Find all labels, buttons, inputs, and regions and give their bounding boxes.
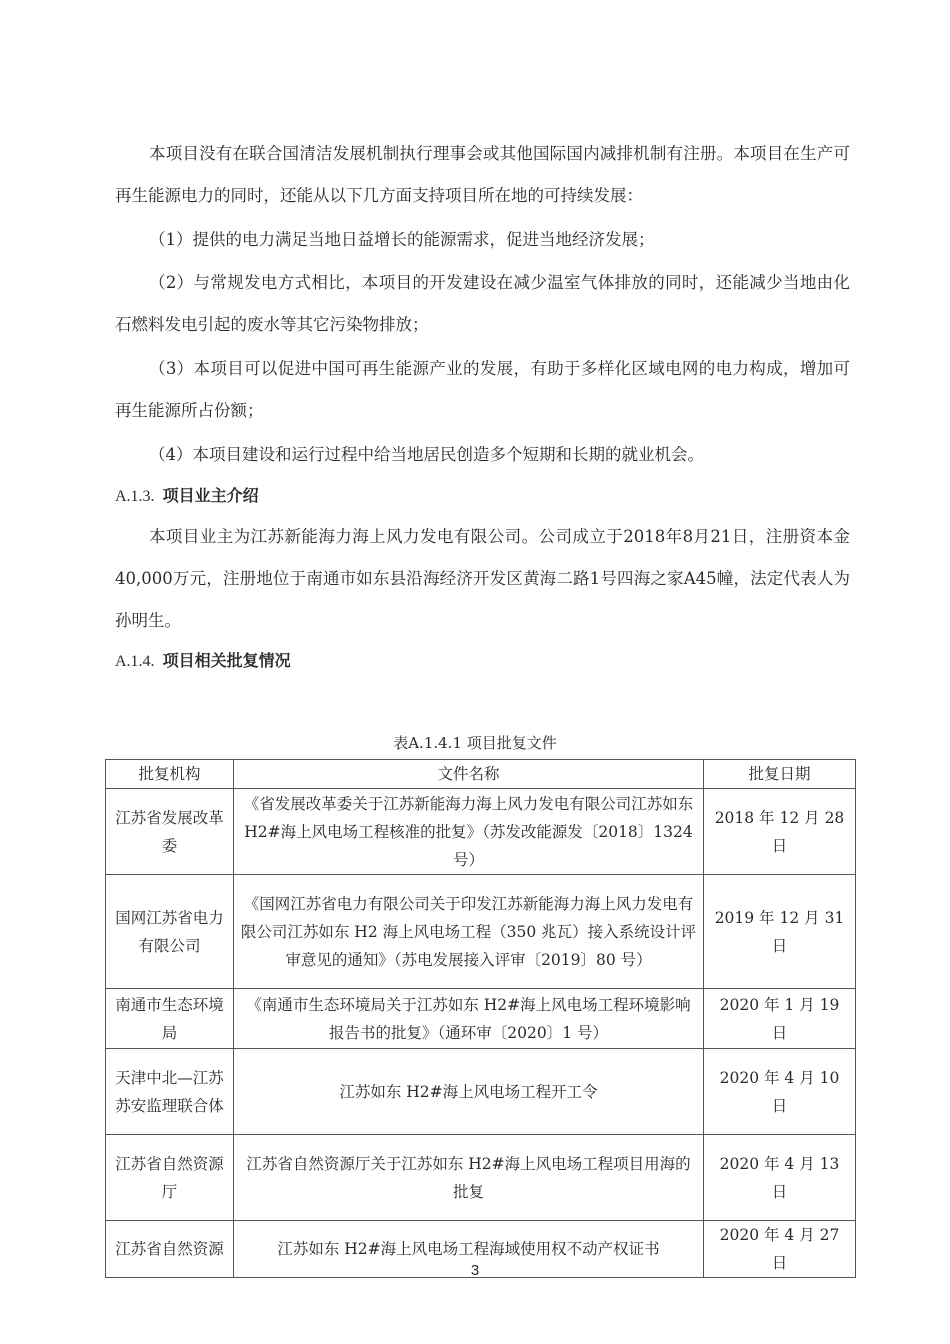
page-number: 3	[470, 1262, 480, 1279]
cell-document: 江苏如东 H2#海上风电场工程海域使用权不动产权证书	[234, 1221, 704, 1278]
table-row	[106, 1135, 856, 1221]
header-organization: 批复机构	[106, 760, 234, 789]
table-row	[106, 875, 856, 989]
paragraph-item-4: （4）本项目建设和运行过程中给当地居民创造多个短期和长期的就业机会。	[149, 445, 704, 464]
heading-a114-title: 项目相关批复情况	[162, 651, 291, 670]
header-document-name: 文件名称	[234, 760, 704, 789]
heading-a113-number: A.1.3.	[115, 488, 155, 505]
cell-document: 《南通市生态环境局关于江苏如东 H2#海上风电场工程环境影响报告书的批复》（通环审〔2020〕1 号）	[234, 989, 704, 1049]
cell-date: 2020 年 4 月 27 日	[704, 1221, 856, 1278]
table-caption: 表A.1.4.1 项目批复文件	[393, 734, 557, 752]
table-row	[106, 989, 856, 1049]
cell-organization: 南通市生态环境局	[106, 989, 234, 1049]
cell-date: 2020 年 4 月 13 日	[704, 1135, 856, 1221]
cell-organization: 天津中北—江苏苏安监理联合体	[106, 1049, 234, 1135]
cell-date: 2020 年 4 月 10 日	[704, 1049, 856, 1135]
heading-a114	[115, 649, 291, 674]
paragraph-owner-intro: 本项目业主为江苏新能海力海上风力发电有限公司。公司成立于2018年8月21日，注册资本金40,000万元，注册地位于南通市如东县沿海经济开发区黄海二路1号四海之家A45幢，法定代表人为孙明生。	[115, 527, 850, 630]
table-row	[106, 1049, 856, 1135]
cell-organization: 江苏省自然资源	[106, 1221, 234, 1278]
table-header-row	[106, 760, 856, 789]
paragraph-item-2: （2）与常规发电方式相比，本项目的开发建设在减少温室气体排放的同时，还能减少当地由化石燃料发电引起的废水等其它污染物排放；	[115, 273, 850, 334]
paragraph-item-3: （3）本项目可以促进中国可再生能源产业的发展，有助于多样化区域电网的电力构成，增加可再生能源所占份额；	[115, 359, 850, 420]
cell-document: 《省发展改革委关于江苏新能海力海上风力发电有限公司江苏如东 H2#海上风电场工程核准的批复》（苏发改能源发〔2018〕1324 号）	[234, 789, 704, 875]
approval-table	[105, 759, 856, 1278]
cell-date: 2020 年 1 月 19 日	[704, 989, 856, 1049]
table-row	[106, 789, 856, 875]
heading-a113	[115, 484, 259, 509]
cell-document: 《国网江苏省电力有限公司关于印发江苏新能海力海上风力发电有限公司江苏如东 H2 海上风电场工程（350 兆瓦）接入系统设计评审意见的通知》（苏电发展接入评审〔2019〕80 号）	[234, 875, 704, 989]
cell-organization: 江苏省发展改革委	[106, 789, 234, 875]
paragraph-registration: 本项目没有在联合国清洁发展机制执行理事会或其他国际国内减排机制有注册。本项目在生产可再生能源电力的同时，还能从以下几方面支持项目所在地的可持续发展：	[115, 144, 850, 205]
cell-document: 江苏如东 H2#海上风电场工程开工令	[234, 1049, 704, 1135]
heading-a114-number: A.1.4.	[115, 653, 155, 670]
cell-date: 2018 年 12 月 28 日	[704, 789, 856, 875]
cell-date: 2019 年 12 月 31 日	[704, 875, 856, 989]
cell-document: 江苏省自然资源厅关于江苏如东 H2#海上风电场工程项目用海的批复	[234, 1135, 704, 1221]
heading-a113-title: 项目业主介绍	[162, 486, 259, 505]
cell-organization: 国网江苏省电力有限公司	[106, 875, 234, 989]
paragraph-item-1: （1）提供的电力满足当地日益增长的能源需求，促进当地经济发展；	[149, 230, 655, 249]
cell-organization: 江苏省自然资源厅	[106, 1135, 234, 1221]
header-approval-date: 批复日期	[704, 760, 856, 789]
